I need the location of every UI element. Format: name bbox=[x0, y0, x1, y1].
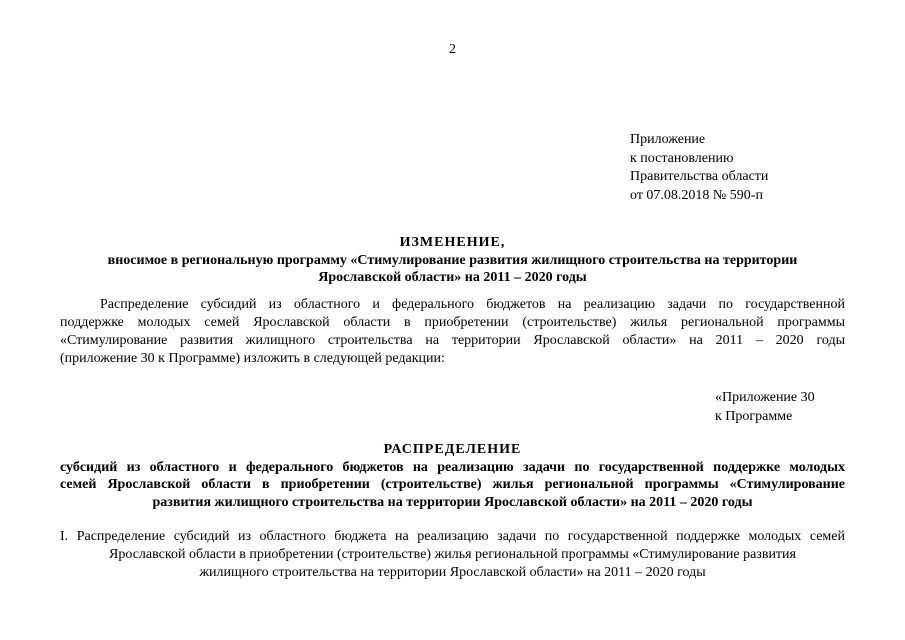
paragraph-line: (приложение 30 к Программе) изложить в следующей редакции: bbox=[60, 351, 445, 366]
change-title: ИЗМЕНЕНИЕ, bbox=[399, 235, 506, 250]
distribution-subtitle-line: субсидий из областного и федерального бюджетов на реализацию задачи по государственной поддержке молодых bbox=[60, 459, 845, 475]
change-header bbox=[60, 234, 845, 287]
section-one-heading bbox=[60, 528, 845, 582]
section-heading-line: жилищного строительства на территории Ярославской области» на 2011 – 2020 годы bbox=[199, 565, 706, 580]
appendix-reference bbox=[630, 131, 768, 205]
distribution-subtitle-line: развития жилищного строительства на территории Ярославской области» на 2011 – 2020 годы bbox=[152, 494, 753, 510]
page-number: 2 bbox=[449, 42, 456, 57]
program-appendix-line: к Программе bbox=[715, 408, 793, 424]
program-appendix-line: «Приложение 30 bbox=[715, 390, 815, 405]
appendix-line: к постановлению bbox=[630, 150, 734, 166]
appendix-line: Правительства области bbox=[630, 169, 769, 184]
paragraph-line: Распределение субсидий из областного и федерального бюджетов на реализацию задачи по государственной bbox=[100, 297, 845, 312]
paragraph-line: поддержке молодых семей Ярославской области в приобретении (строительстве) жилья региональной программы bbox=[60, 315, 845, 330]
appendix-line: от 07.08.2018 № 590-п bbox=[630, 187, 763, 203]
distribution-title: РАСПРЕДЕЛЕНИЕ bbox=[383, 442, 522, 457]
program-appendix-reference bbox=[715, 389, 815, 426]
change-subtitle-line: вносимое в региональную программу «Стимулирование развития жилищного строительства на территории bbox=[107, 252, 798, 268]
section-heading-line: Ярославской области в приобретении (строительстве) жилья региональной программы «Стимулирование развития bbox=[109, 547, 796, 562]
distribution-header bbox=[60, 441, 845, 511]
intro-paragraph bbox=[60, 296, 845, 368]
section-heading-line: I. Распределение субсидий из областного бюджета на реализацию задачи по государственной поддержке молодых семей bbox=[60, 529, 845, 544]
paragraph-line: «Стимулирование развития жилищного строительства на территории Ярославской области» на 2011 – 2020 годы bbox=[60, 333, 845, 348]
change-subtitle-line: Ярославской области» на 2011 – 2020 годы bbox=[318, 270, 587, 285]
distribution-subtitle-line: семей Ярославской области в приобретении (строительстве) жилья региональной программы «Стимулирование bbox=[60, 477, 845, 492]
appendix-line: Приложение bbox=[630, 132, 706, 147]
